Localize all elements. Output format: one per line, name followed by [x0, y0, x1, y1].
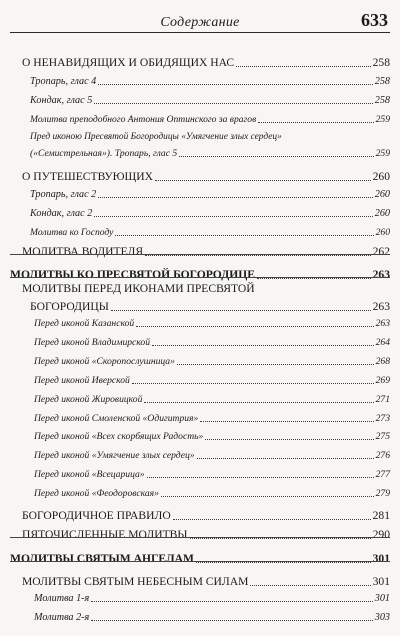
dot-leader [144, 402, 373, 403]
section-divider [10, 561, 390, 562]
toc-entry[interactable] [34, 357, 390, 367]
toc-entry-title: Перед иконой Смоленской «Одигитрия» [34, 413, 199, 424]
toc-entry-title: Перед иконой «Всецарица» [34, 469, 145, 480]
dot-leader [197, 458, 374, 459]
toc-entry-title: ПЯТОЧИСЛЕННЫЕ МОЛИТВЫ [22, 528, 188, 541]
toc-entry-title: Молитва 1-я [34, 593, 90, 604]
toc-entry[interactable] [10, 553, 390, 565]
toc-entry-title: Молитва 2-я [34, 612, 90, 623]
toc-entry-title: Тропарь, глас 2 [30, 189, 97, 200]
toc-entry-page: 269 [375, 375, 390, 386]
toc-entry[interactable] [34, 319, 390, 329]
toc-entry-page: 281 [372, 509, 390, 522]
toc-entry-page: 276 [375, 450, 390, 461]
toc-entry-title: («Семистрельная»). Тропарь, глас 5 [30, 148, 178, 159]
toc-entry[interactable] [34, 395, 390, 405]
toc-entry[interactable] [22, 529, 390, 541]
dot-leader [132, 383, 374, 384]
dot-leader [236, 66, 370, 67]
toc-entry[interactable] [22, 171, 390, 183]
toc-entry[interactable] [30, 228, 390, 238]
toc-entry-page: 258 [372, 56, 390, 69]
toc-entry[interactable] [30, 209, 390, 219]
dot-leader [136, 326, 373, 327]
toc-entry-title: Перед иконой Казанской [34, 318, 135, 329]
toc-entry-page: 268 [375, 356, 390, 367]
toc-entry[interactable] [34, 489, 390, 499]
dot-leader [155, 180, 371, 181]
toc-entry-title: БОГОРОДИЧНОЕ ПРАВИЛО [22, 509, 171, 522]
toc-entry[interactable] [22, 57, 390, 69]
toc-entry-page: 263 [375, 318, 390, 329]
toc-entry-page: 263 [372, 300, 390, 313]
dot-leader [115, 235, 373, 236]
dot-leader [98, 84, 372, 85]
toc-entry-page: 259 [375, 114, 390, 125]
dot-leader [258, 122, 373, 123]
page-number: 633 [361, 10, 388, 30]
toc-entry-title: Перед иконой «Всех скорбящих Радость» [34, 431, 204, 442]
toc-entry-page: 260 [374, 208, 390, 219]
dot-leader [98, 197, 372, 198]
toc-entry[interactable] [30, 149, 390, 159]
toc-entry-page: 301 [374, 593, 390, 604]
dot-leader [152, 345, 374, 346]
toc-entry-page: 260 [374, 189, 390, 200]
toc-entry[interactable] [34, 432, 390, 442]
dot-leader [91, 601, 372, 602]
toc-entry[interactable] [22, 246, 390, 258]
toc-entry-title: БОГОРОДИЦЫ [30, 300, 109, 313]
dot-leader [200, 421, 373, 422]
section-divider [10, 537, 390, 538]
toc-entry[interactable] [10, 269, 390, 281]
toc-entry-title: Кондак, глас 2 [30, 208, 93, 219]
toc-entry[interactable] [30, 77, 390, 87]
toc-entry[interactable] [22, 510, 390, 522]
toc-entry-page: 273 [375, 413, 390, 424]
toc-entry[interactable] [22, 576, 390, 588]
toc-entry[interactable] [34, 594, 390, 604]
toc-entry-page: 262 [372, 245, 390, 258]
toc-entry-page: 260 [375, 227, 390, 238]
toc-entry-title: МОЛИТВЫ КО ПРЕСВЯТОЙ БОГОРОДИЦЕ [10, 268, 255, 281]
dot-leader [94, 216, 372, 217]
dot-leader [205, 439, 373, 440]
dot-leader [147, 477, 374, 478]
dot-leader [179, 156, 373, 157]
toc-entry[interactable] [34, 613, 390, 623]
toc-entry-title: МОЛИТВА ВОДИТЕЛЯ [22, 245, 144, 258]
toc-entry[interactable] [30, 190, 390, 200]
toc-entry[interactable] [30, 115, 390, 125]
section-divider [10, 254, 390, 255]
toc-entry-page: 303 [374, 612, 390, 623]
dot-leader [177, 364, 374, 365]
toc-entry-title: Перед иконой «Скоропослушница» [34, 356, 175, 367]
toc-entry-title[interactable]: Пред иконою Пресвятой Богородицы «Умягчение злых сердец» [30, 132, 282, 142]
toc-entry[interactable] [34, 470, 390, 480]
toc-entry-title: МОЛИТВЫ СВЯТЫМ НЕБЕСНЫМ СИЛАМ [22, 575, 249, 588]
toc-entry-page: 290 [372, 528, 390, 541]
toc-entry-page: 275 [375, 431, 390, 442]
toc-entry[interactable] [34, 338, 390, 348]
toc-entry-page: 258 [374, 95, 390, 106]
dot-leader [173, 519, 371, 520]
toc-entry-page: 259 [375, 148, 390, 159]
toc-entry-title: Перед иконой Владимирской [34, 337, 151, 348]
toc-entry-title: Тропарь, глас 4 [30, 76, 97, 87]
dot-leader [250, 585, 370, 586]
toc-entry-title: МОЛИТВЫ СВЯТЫМ АНГЕЛАМ [10, 552, 194, 565]
page-header-title: Содержание [160, 15, 240, 30]
toc-entry-page: 263 [372, 268, 390, 281]
toc-entry-title: Перед иконой Жировицкой [34, 394, 143, 405]
toc-entry-title: Перед иконой «Умягчение злых сердец» [34, 450, 195, 461]
dot-leader [161, 496, 374, 497]
toc-entry[interactable] [30, 96, 390, 106]
toc-entry-page: 260 [372, 170, 390, 183]
toc-entry-title: Перед иконой «Феодоровская» [34, 488, 159, 499]
toc-entry-title: О НЕНАВИДЯЩИХ И ОБИДЯЩИХ НАС [22, 56, 235, 69]
toc-entry-title: Перед иконой Иверской [34, 375, 130, 386]
toc-entry-page: 264 [375, 337, 390, 348]
toc-entry[interactable] [34, 376, 390, 386]
toc-entry-page: 279 [375, 488, 390, 499]
dot-leader [91, 620, 372, 621]
toc-entry-title[interactable]: МОЛИТВЫ ПЕРЕД ИКОНАМИ ПРЕСВЯТОЙ [22, 282, 255, 295]
dot-leader [111, 310, 371, 311]
toc-entry-title: Молитва ко Господу [30, 227, 114, 238]
toc-entry-page: 277 [375, 469, 390, 480]
toc-entry-page: 258 [374, 76, 390, 87]
toc-entry-title: Молитва преподобного Антония Оптинского за врагов [30, 114, 257, 125]
toc-entry[interactable] [34, 451, 390, 461]
toc-entry-title: О ПУТЕШЕСТВУЮЩИХ [22, 170, 153, 183]
toc-entry-page: 301 [372, 575, 390, 588]
toc-entry-title: Кондак, глас 5 [30, 95, 93, 106]
toc-entry-page: 271 [375, 394, 390, 405]
toc-entry-page: 301 [372, 552, 390, 565]
section-divider [10, 277, 390, 278]
toc-entry[interactable] [34, 414, 390, 424]
toc-entry[interactable] [30, 301, 390, 313]
dot-leader [94, 103, 372, 104]
